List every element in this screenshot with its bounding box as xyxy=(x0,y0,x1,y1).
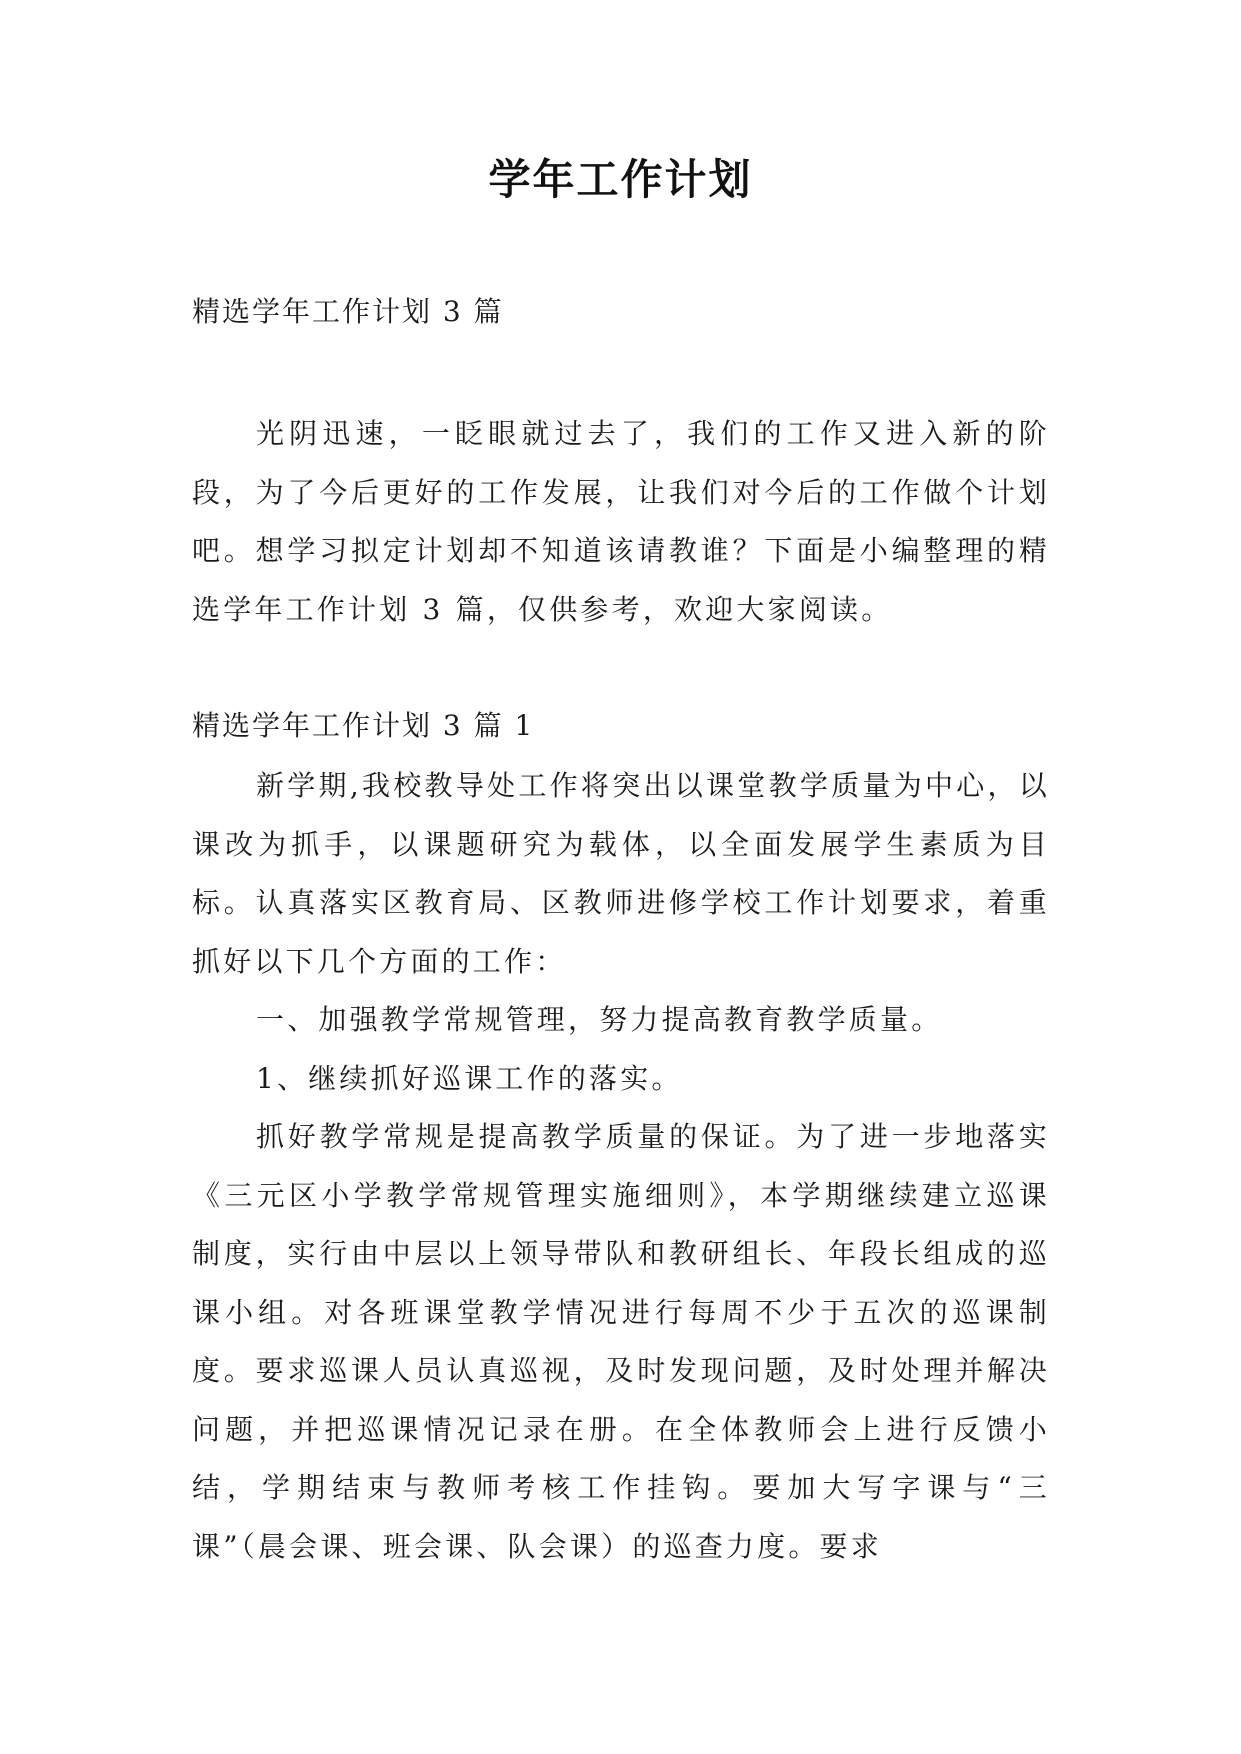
paragraph: 新学期,我校教导处工作将突出以课堂教学质量为中心，以课改为抓手，以课题研究为载体，以全面发展学生素质为目标。认真落实区教育局、区教师进修学校工作计划要求，着重抓好以下几个方面的工作： xyxy=(192,769,1050,978)
section-body xyxy=(192,757,1050,1576)
intro-paragraph: 光阴迅速，一眨眼就过去了，我们的工作又进入新的阶段，为了今后更好的工作发展，让我们对今后的工作做个计划吧。想学习拟定计划却不知道该请教谁？下面是小编整理的精选学年工作计划 3 篇，仅供参考，欢迎大家阅读。 xyxy=(192,417,1050,626)
paragraph: 一、加强教学常规管理，努力提高教育教学质量。 xyxy=(256,1003,943,1036)
document-title: 学年工作计划 xyxy=(488,155,753,204)
section-heading: 精选学年工作计划 3 篇 1 xyxy=(192,709,535,742)
paragraph: 1、继续抓好巡课工作的落实。 xyxy=(256,1061,683,1095)
paragraph: 抓好教学常规是提高教学质量的保证。为了进一步地落实《三元区小学教学常规管理实施细则》，本学期继续建立巡课制度，实行由中层以上领导带队和教研组长、年段长组成的巡课小组。对各班课堂教学情况进行每周不少于五次的巡课制度。要求巡课人员认真巡视，及时发现问题，及时处理并解决问题，并把巡课情况记录在册。在全体教师会上进行反馈小结，学期结束与教师考核工作挂钩。要加大写字课与“三课”（晨会课、班会课、队会课）的巡查力度。要求 xyxy=(192,1120,1050,1563)
document-subtitle: 精选学年工作计划 3 篇 xyxy=(192,295,504,328)
